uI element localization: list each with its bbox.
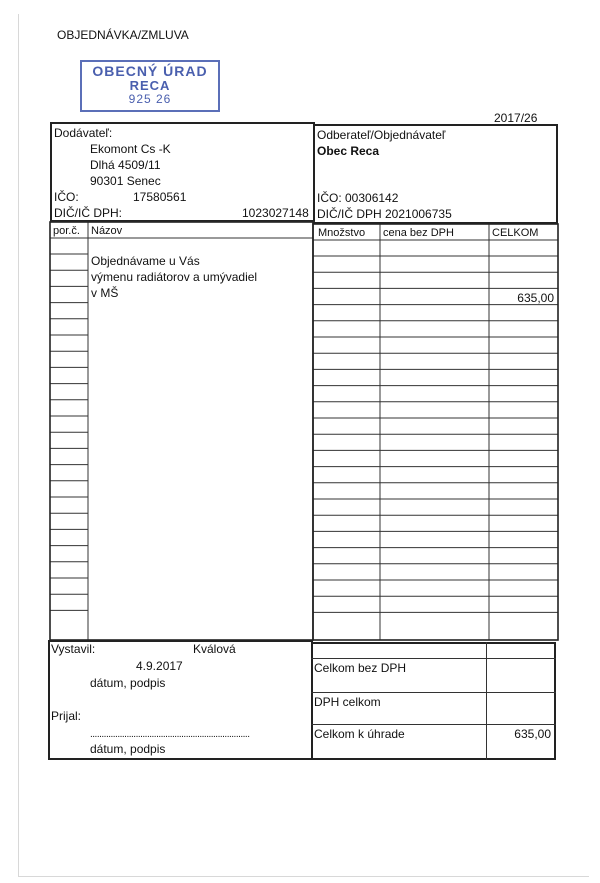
stamp-line-1: OBECNÝ ÚRAD (92, 63, 208, 79)
supplier-dic-label: DIČ/IČ DPH: (54, 206, 123, 220)
supplier-ico-label: IČO: (54, 190, 79, 204)
document-number: 2017/26 (494, 111, 538, 125)
supplier-street: Dlhá 4509/11 (90, 158, 161, 172)
item-total: 635,00 (517, 291, 554, 305)
totals-row-line-2 (311, 692, 556, 693)
customer-name: Obec Reca (317, 144, 380, 158)
customer-label: Odberateľ/Objednávateľ (317, 128, 446, 142)
customer-dic: DIČ/IČ DPH 2021006735 (317, 207, 452, 221)
signature-dots: ...................................................................... (90, 729, 250, 740)
amount-due-value: 635,00 (514, 727, 551, 741)
item-description-line-3: v MŠ (91, 286, 119, 300)
issued-label: Vystavil: (51, 642, 96, 656)
totals-row-line-1 (311, 658, 556, 659)
col-header-name: Názov (91, 225, 123, 237)
col-header-price: cena bez DPH (383, 227, 454, 239)
amount-due-label: Celkom k úhrade (314, 727, 405, 741)
supplier-dic: 1023027148 (242, 206, 309, 220)
supplier-name: Ekomont Cs -K (90, 142, 171, 156)
col-header-total: CELKOM (492, 227, 539, 239)
totals-divider (486, 642, 487, 760)
col-header-num: por.č. (53, 225, 80, 237)
total-without-vat-label: Celkom bez DPH (314, 661, 407, 675)
received-label: Prijal: (51, 709, 82, 723)
signature-label-1: dátum, podpis (90, 676, 166, 690)
vat-total-label: DPH celkom (314, 695, 381, 709)
supplier-city: 90301 Senec (90, 174, 161, 188)
stamp-line-2: RECA (129, 78, 171, 93)
issued-box (48, 640, 313, 760)
col-header-qty: Množstvo (318, 227, 366, 239)
signature-label-2: dátum, podpis (90, 742, 166, 756)
issued-date: 4.9.2017 (136, 659, 183, 673)
item-description-line-1: Objednávame u Vás (91, 254, 200, 268)
supplier-label: Dodávateľ: (54, 126, 113, 140)
supplier-ico: 17580561 (133, 190, 187, 204)
customer-ico: IČO: 00306142 (317, 191, 399, 205)
document-title: OBJEDNÁVKA/ZMLUVA (57, 28, 189, 42)
item-description-line-2: výmenu radiátorov a umývadiel (91, 270, 258, 284)
totals-row-line-3 (311, 724, 556, 725)
stamp-line-3: 925 26 (128, 92, 172, 106)
issued-name: Kválová (193, 642, 236, 656)
